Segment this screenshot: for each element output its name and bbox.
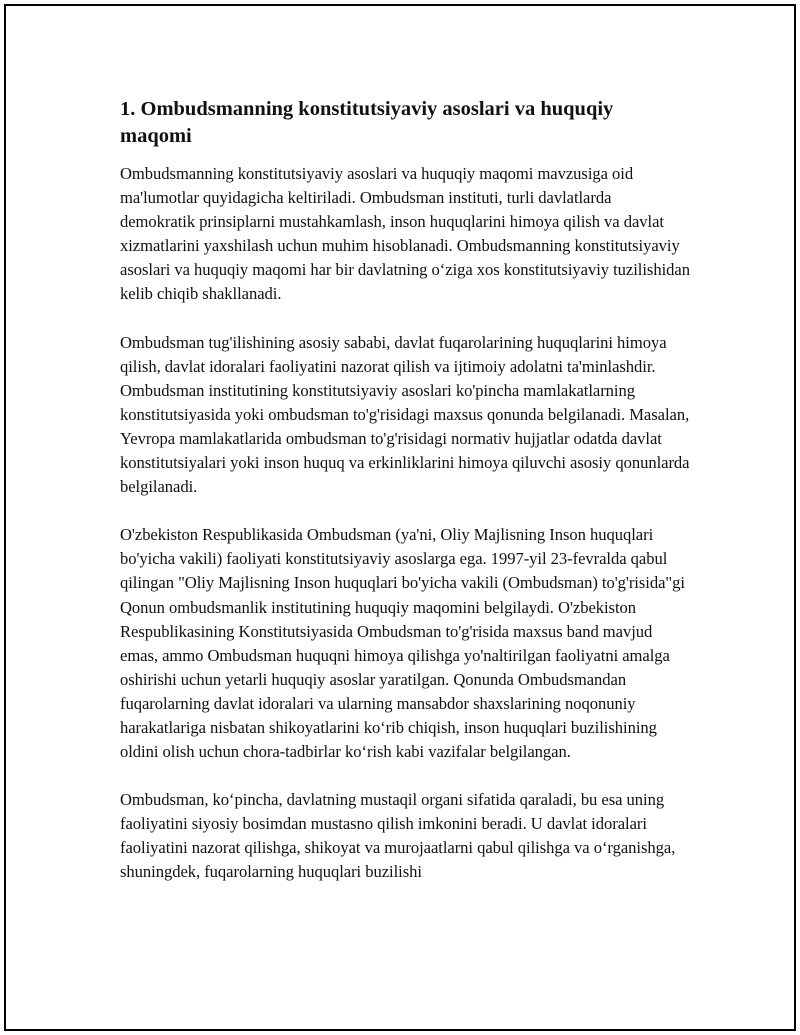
paragraph-3: O'zbekiston Respublikasida Ombudsman (ya'ni, Oliy Majlisning Inson huquqlari bo'yicha vakili) faoliyati konstitutsiyaviy asoslarga ega. 1997-yil 23-fevralda qabul qilingan "Oliy Majlisning Inson huquqlari bo'yicha vakili (Ombudsman) to'g'risida"gi Qonun ombudsmanlik institutining huquqiy maqomini belgilaydi. O'zbekiston Respublikasining Konstitutsiyasida Ombudsman to'g'risida maxsus band mavjud emas, ammo Ombudsman huquqni himoya qilishga yo'naltirilgan faoliyatni amalga oshirishi uchun yetarli huquqiy asoslar yaratilgan. Qonunda Ombudsmandan fuqarolarning davlat idoralari va ularning mansabdor shaxslarining noqonuniy harakatlariga nisbatan shikoyatlarini ko‘rib chiqish, inson huquqlari buzilishining oldini olish uchun chora-tadbirlar ko‘rish kabi vazifalar belgilangan. — [120, 525, 685, 762]
document-body — [120, 96, 690, 909]
paragraph-4: Ombudsman, ko‘pincha, davlatning mustaqil organi sifatida qaraladi, bu esa uning faoliyatini siyosiy bosimdan mustasno qilish imkonini beradi. U davlat idoralari faoliyatini nazorat qilishga, shikoyat va murojaatlarni qabul qilishga va o‘rganishga, shuningdek, fuqarolarning huquqlari buzilishi — [120, 790, 676, 882]
paragraph-2: Ombudsman tug'ilishining asosiy sababi, davlat fuqarolarining huquqlarini himoya qilish, davlat idoralari faoliyatini nazorat qilish va ijtimoiy adolatni ta'minlashdir. Ombudsman institutining konstitutsiyaviy asoslari ko'pincha mamlakatlarning konstitutsiyasida yoki ombudsman to'g'risidagi maxsus qonunda belgilanadi. Masalan, Yevropa mamlakatlarida ombudsman to'g'risidagi normativ hujjatlar odatda davlat konstitutsiyalari yoki inson huquq va erkinliklarini himoya qiluvchi asosiy qonunlarda belgilanadi. — [120, 332, 690, 497]
section-heading: 1. Ombudsmanning konstitutsiyaviy asoslari va huquqiy maqomi — [120, 98, 614, 147]
paragraph-1: Ombudsmanning konstitutsiyaviy asoslari va huquqiy maqomi mavzusiga oid ma'lumotlar quyidagicha keltiriladi. Ombudsman instituti, turli davlatlarda demokratik prinsiplarni mustahkamlash, inson huquqlarini himoya qilish va davlat xizmatlarini yaxshilash uchun muhim hisoblanadi. Ombudsmanning konstitutsiyaviy asoslari va huquqiy maqomi har bir davlatning o‘ziga xos konstitutsiyaviy tuzilishidan kelib chiqib shakllanadi. — [120, 164, 690, 304]
page — [4, 4, 796, 1031]
